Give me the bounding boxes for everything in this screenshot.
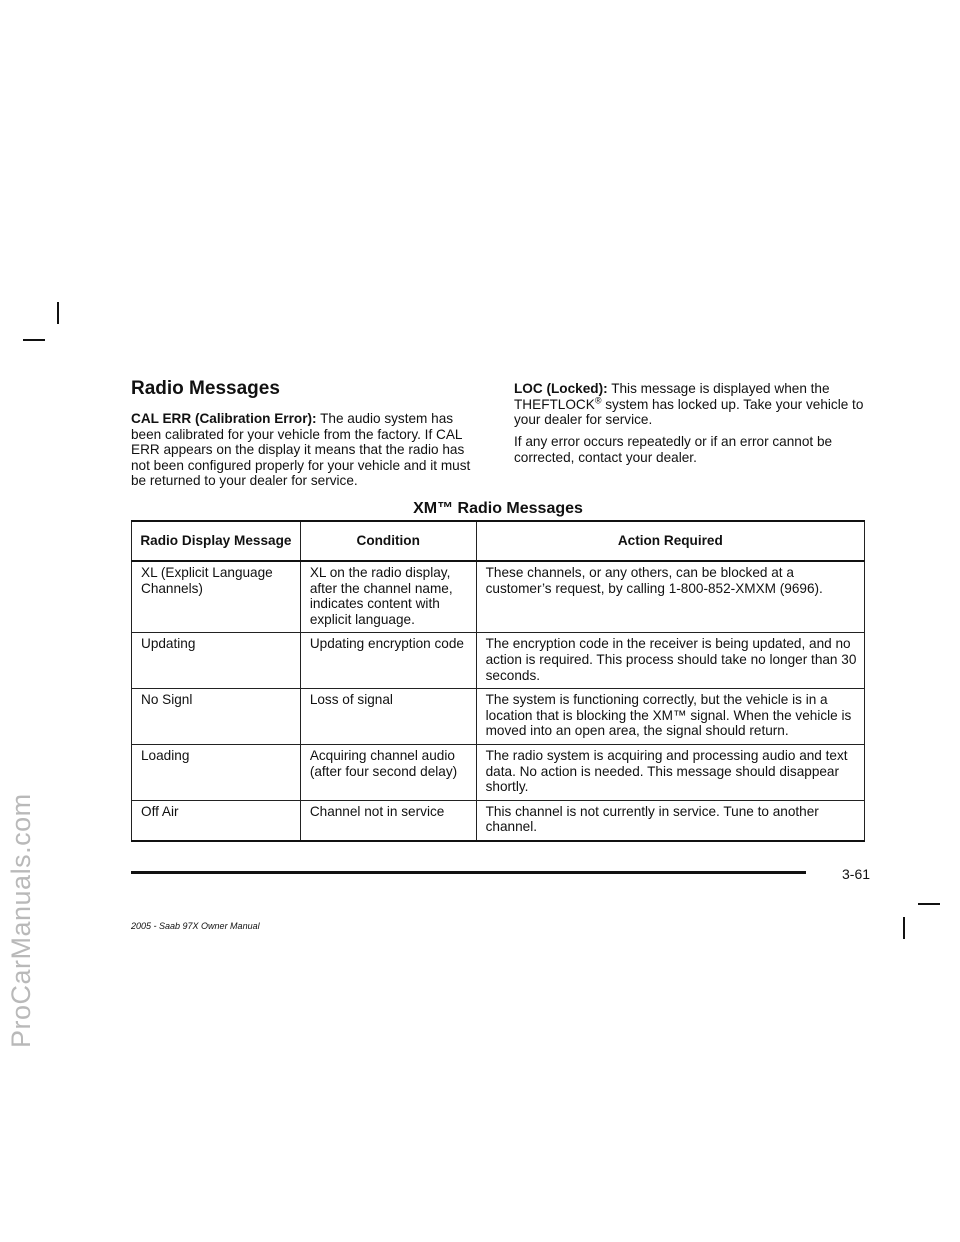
table-row [132, 561, 865, 633]
section-title: Radio Messages [131, 378, 280, 399]
cell-message: No Signl [132, 689, 301, 745]
cell-action: These channels, or any others, can be blocked at a customer’s request, by calling 1-800-852-XMXM (9696). [476, 561, 864, 633]
header-radio-display-message: Radio Display Message [132, 521, 301, 561]
footer-rule [131, 871, 806, 874]
xm-messages-table [131, 520, 865, 842]
registered-mark: ® [594, 395, 602, 406]
footer-text: 2005 - Saab 97X Owner Manual [131, 921, 260, 931]
header-action-required: Action Required [476, 521, 864, 561]
loc-text-after: system has locked up. Take your vehicle to your dealer for service. [514, 396, 864, 428]
cell-action: The encryption code in the receiver is being updated, and no action is required. This process should take no longer than 30 seconds. [476, 633, 864, 689]
table-row [132, 689, 865, 745]
cell-message: Updating [132, 633, 301, 689]
crop-mark-top-horizontal [23, 339, 45, 341]
cal-err-paragraph [131, 411, 481, 489]
table-row [132, 744, 865, 800]
table-row [132, 800, 865, 841]
header-condition: Condition [300, 521, 476, 561]
crop-mark-bottom-vertical [903, 917, 905, 939]
table-header-row [132, 521, 865, 561]
loc-term: LOC (Locked): [514, 381, 608, 396]
watermark: ProCarManuals.com [6, 793, 36, 1048]
cal-err-term: CAL ERR (Calibration Error): [131, 411, 317, 426]
cal-err-text: The audio system has been calibrated for your vehicle from the factory. If CAL ERR appears on the display it means that the radio has not been configured properly for your vehicle and it must be returned to your dealer for service. [131, 411, 471, 489]
cell-message: Off Air [132, 800, 301, 841]
cell-condition: Channel not in service [300, 800, 476, 841]
cell-condition: Loss of signal [300, 689, 476, 745]
error-note-paragraph: If any error occurs repeatedly or if an error cannot be corrected, contact your dealer. [514, 434, 833, 465]
cell-condition: XL on the radio display, after the channel name, indicates content with explicit language. [300, 561, 476, 633]
cell-message: XL (Explicit Language Channels) [132, 561, 301, 633]
page-number: 3-61 [842, 866, 871, 882]
cell-message: Loading [132, 744, 301, 800]
table-row [132, 633, 865, 689]
loc-text-before: This message is displayed when the THEFTLOCK [514, 381, 830, 412]
xm-table-title: XM™ Radio Messages [413, 500, 583, 517]
cell-condition: Updating encryption code [300, 633, 476, 689]
cell-action: The radio system is acquiring and processing audio and text data. No action is needed. This message should disappear shortly. [476, 744, 864, 800]
crop-mark-bottom-horizontal [918, 903, 940, 905]
crop-mark-top-vertical [57, 302, 59, 324]
loc-paragraph [514, 381, 866, 428]
cell-action: This channel is not currently in service. Tune to another channel. [476, 800, 864, 841]
cell-action: The system is functioning correctly, but the vehicle is in a location that is blocking the XM™ signal. When the vehicle is moved into an open area, the signal should return. [476, 689, 864, 745]
cell-condition: Acquiring channel audio (after four second delay) [300, 744, 476, 800]
